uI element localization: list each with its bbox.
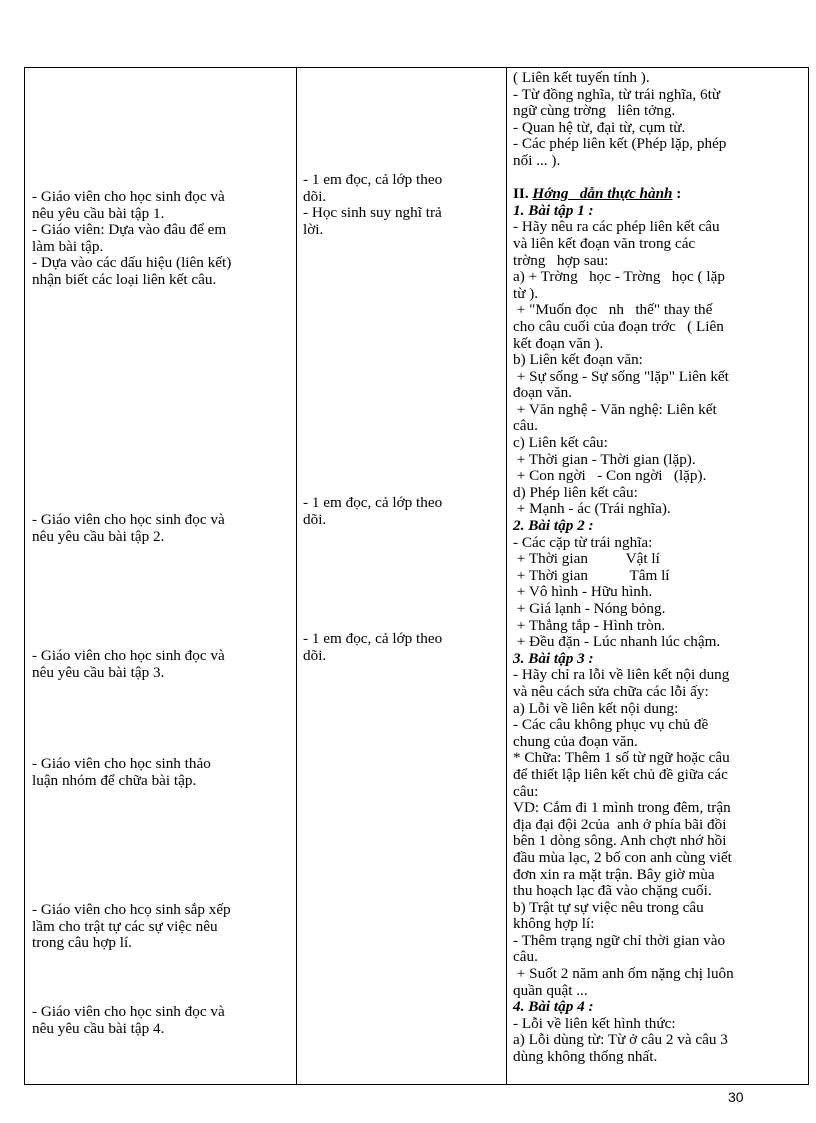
column-divider-2	[506, 68, 507, 1084]
text-line: - Giáo viên cho học sinh đọc và	[32, 188, 225, 205]
text-line: chung của đoạn văn.	[513, 732, 638, 750]
text-line: * Chữa: Thêm 1 số từ ngữ hoặc câu	[513, 749, 730, 767]
text-line: kết đoạn văn ).	[513, 334, 604, 352]
text-line: địa đại đội 2của anh ở phía bãi đồi	[513, 815, 727, 833]
text-line: dõi.	[303, 187, 327, 205]
text-line: nêu yêu cầu bài tập 4.	[32, 1019, 165, 1037]
text-line: nêu yêu cầu bài tập 1.	[32, 204, 165, 222]
text-line: - Hãy nêu ra các phép liên kết câu	[513, 218, 720, 236]
text-line: - Giáo viên cho học sinh thảo	[32, 755, 211, 772]
text-line: câu.	[513, 417, 538, 435]
text-line: câu:	[513, 782, 539, 800]
text-line: + Thời gian - Thời gian (lặp).	[513, 450, 696, 468]
text-line: - Giáo viên cho học sinh đọc và	[32, 511, 225, 528]
text-line: - Dựa vào các dấu hiệu (liên kết)	[32, 254, 232, 272]
text-line: + Giá lạnh - Nóng bỏng.	[513, 600, 666, 617]
text-line: nêu yêu cầu bài tập 2.	[32, 527, 165, 545]
text-line: - Giáo viên cho học sinh đọc và	[32, 1003, 225, 1020]
content-column	[513, 70, 803, 1066]
text-line: cho câu cuối của đoạn trớc ( Liên	[513, 317, 724, 335]
student-activity-3	[303, 631, 503, 664]
text-line: a) Lỗi dùng từ: Từ ở câu 2 và câu 3	[513, 1031, 728, 1049]
text-line: không hợp lí:	[513, 915, 595, 933]
text-line: lầm cho trật tự các sự việc nêu	[32, 917, 218, 935]
text-line: + Thời gian Tâm lí	[513, 566, 670, 584]
text-line: để thiết lập liên kết chủ đề giữa các	[513, 765, 728, 783]
text-line: - Hãy chỉ ra lỗi về liên kết nội dung	[513, 666, 730, 684]
teacher-activity-3	[32, 648, 294, 681]
text-line: + Mạnh - ác (Trái nghĩa).	[513, 500, 671, 518]
page-number: 30	[728, 1089, 744, 1105]
text-line: - Các câu không phục vụ chủ đề	[513, 716, 709, 734]
text-line: d) Phép liên kết câu:	[513, 483, 638, 501]
text-line: + Suốt 2 năm anh ốm nặng chị luôn	[513, 965, 734, 983]
text-line: dõi.	[303, 510, 327, 528]
teacher-activity-5	[32, 902, 294, 952]
text-line: + Thời gian Vật lí	[513, 550, 660, 568]
text-line: và liên kết đoạn văn trong các	[513, 234, 696, 252]
exercise-3-title: 3. Bài tập 3 :	[513, 649, 594, 667]
text-line: b) Liên kết đoạn văn:	[513, 351, 643, 369]
text-line: - 1 em đọc, cả lớp theo	[303, 494, 443, 511]
text-line: từ ).	[513, 284, 539, 302]
text-line: đoạn văn.	[513, 384, 573, 402]
exercise-2-title: 2. Bài tập 2 :	[513, 517, 594, 535]
student-activity-2	[303, 495, 503, 528]
content-intro-line: - Các phép liên kết (Phép lặp, phép	[513, 135, 727, 153]
text-line: - Giáo viên cho hcọ sinh sắp xếp	[32, 901, 231, 918]
teacher-activity-6	[32, 1004, 294, 1037]
exercise-1-body	[513, 219, 803, 518]
teacher-activity-1	[32, 189, 294, 289]
text-line: câu.	[513, 948, 538, 966]
text-line: trờng hợp sau:	[513, 251, 609, 269]
text-line: bên 1 dòng sông. Anh chợt nhớ hồi	[513, 832, 727, 850]
exercise-1-title: 1. Bài tập 1 :	[513, 201, 594, 219]
text-line: - Thêm trạng ngữ chỉ thời gian vào	[513, 931, 726, 949]
text-line: lời.	[303, 220, 324, 238]
text-line: VD: Cắm đi 1 mình trong đêm, trận	[513, 799, 731, 817]
text-line: a) Lỗi về liên kết nội dung:	[513, 699, 679, 717]
content-intro-line: - Từ đồng nghĩa, từ trái nghĩa, 6từ	[513, 85, 721, 103]
text-line: dõi.	[303, 646, 327, 664]
text-line: và nêu cách sửa chữa các lỗi ấy:	[513, 682, 709, 700]
content-intro-line: ngữ cùng trờng liên tởng.	[513, 102, 676, 120]
text-line: b) Trật tự sự việc nêu trong câu	[513, 898, 704, 916]
section-heading: II. Hớng dẫn thực hành :	[513, 185, 682, 203]
text-line: dùng không thống nhất.	[513, 1048, 658, 1066]
content-intro-line: - Quan hệ từ, đại từ, cụm từ.	[513, 118, 686, 136]
text-line: trong câu hợp lí.	[32, 934, 132, 952]
text-line: + "Muốn đọc nh thế" thay thế	[513, 301, 713, 319]
text-line: + Đều đặn - Lúc nhanh lúc chậm.	[513, 633, 721, 651]
text-line: - Các cặp từ trái nghĩa:	[513, 533, 653, 551]
text-line: luận nhóm để chữa bài tập.	[32, 771, 197, 789]
text-line: làm bài tập.	[32, 237, 104, 255]
text-line: c) Liên kết câu:	[513, 434, 608, 452]
text-line: quần quật ...	[513, 981, 588, 999]
text-line: + Thẳng tắp - Hình tròn.	[513, 616, 666, 634]
text-line: nhận biết các loại liên kết câu.	[32, 270, 217, 288]
exercise-4-title: 4. Bài tập 4 :	[513, 998, 594, 1016]
teacher-activity-2	[32, 512, 294, 545]
exercise-4-body	[513, 1016, 803, 1066]
lesson-table	[24, 67, 809, 1085]
text-line: + Sự sống - Sự sống "lặp" Liên kết	[513, 367, 729, 385]
text-line: - 1 em đọc, cả lớp theo	[303, 630, 443, 647]
exercise-3-body	[513, 667, 803, 999]
exercise-2-body	[513, 535, 803, 651]
content-intro-line: ( Liên kết tuyến tính ).	[513, 69, 650, 86]
text-line: - 1 em đọc, cả lớp theo	[303, 171, 443, 188]
text-line: nêu yêu cầu bài tập 3.	[32, 663, 165, 681]
text-line: - Lỗi về liên kết hình thức:	[513, 1014, 676, 1032]
text-line: + Văn nghệ - Văn nghệ: Liên kết	[513, 400, 717, 418]
teacher-activity-4	[32, 756, 294, 789]
text-line: a) + Trờng học - Trờng học ( lặp	[513, 268, 725, 286]
text-line: + Con ngời - Con ngời (lặp).	[513, 467, 707, 485]
column-divider-1	[296, 68, 297, 1084]
text-line: - Giáo viên: Dựa vào đâu để em	[32, 221, 227, 239]
text-line: - Học sinh suy nghĩ trả	[303, 204, 442, 222]
student-activity-1	[303, 172, 503, 238]
text-line: + Vô hình - Hữu hình.	[513, 583, 653, 601]
text-line: - Giáo viên cho học sinh đọc và	[32, 647, 225, 664]
text-line: thu hoạch lạc đã vào chặng cuối.	[513, 882, 712, 900]
text-line: đơn xin ra mặt trận. Bây giờ mùa	[513, 865, 715, 883]
content-intro-line: nối ... ).	[513, 151, 561, 169]
text-line: đầu mùa lạc, 2 bố con anh cùng viết	[513, 848, 732, 866]
